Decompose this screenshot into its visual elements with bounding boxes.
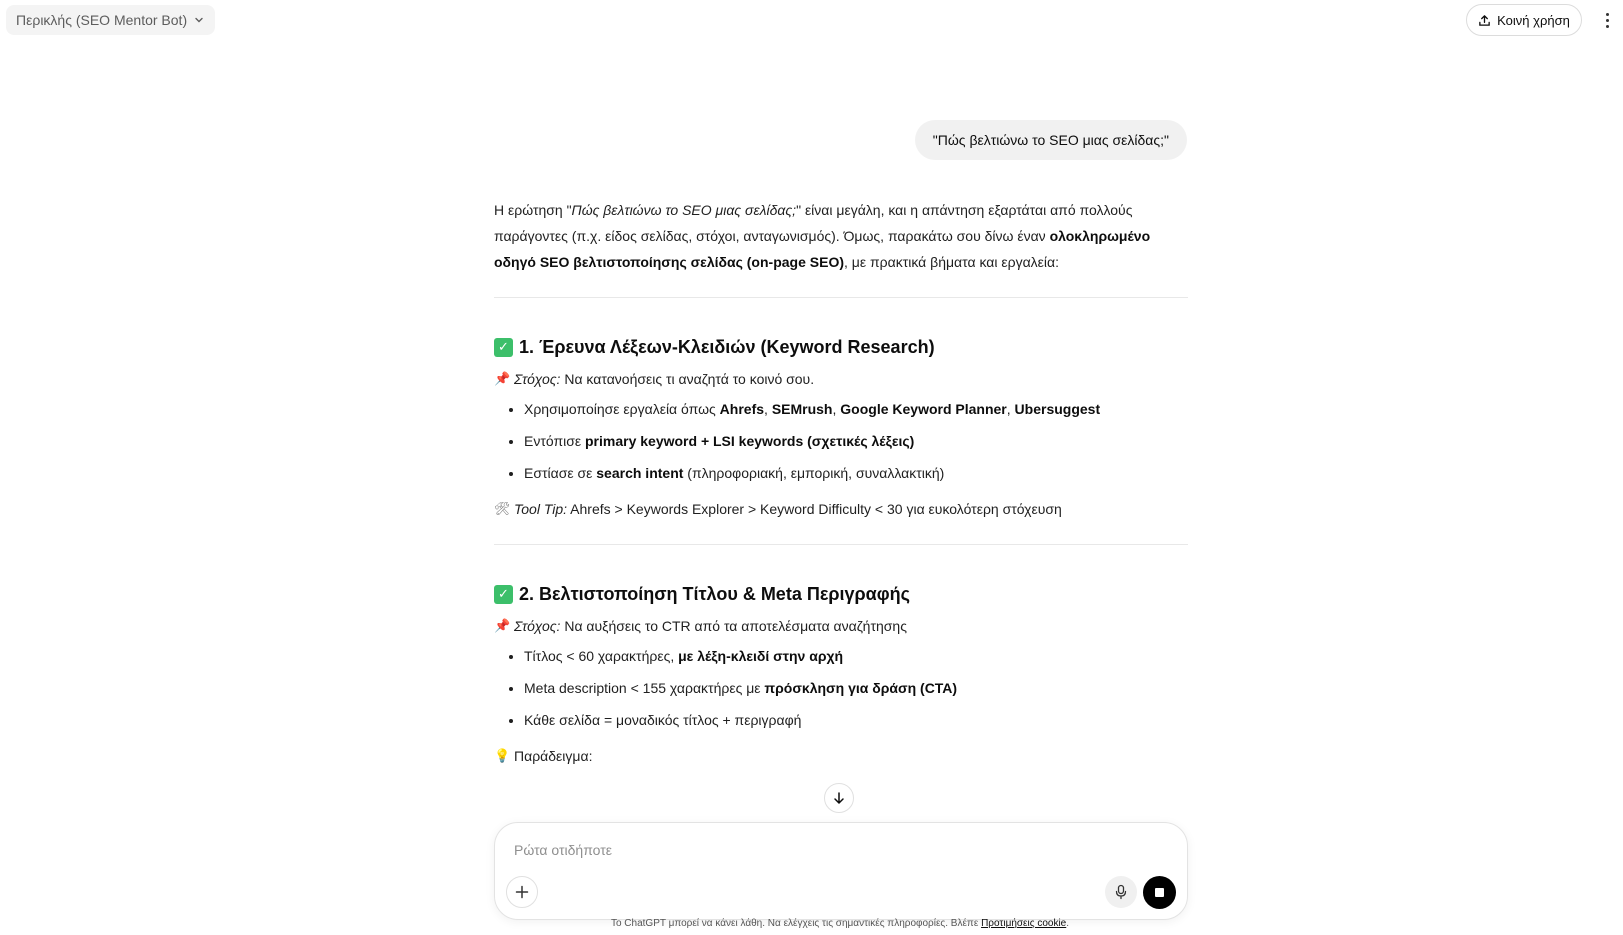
- tool-name: Google Keyword Planner: [840, 401, 1007, 417]
- list-item-text: (πληροφοριακή, εμπορική, συναλλακτική): [683, 465, 945, 481]
- model-selector-button[interactable]: [6, 5, 215, 35]
- list-item: [524, 428, 1188, 454]
- intro-text-2: " είναι μεγάλη, και η απάντηση εξαρτάται από πολλούς παράγοντες (π.χ. είδος σελίδας, στόχοι, ανταγωνισμός). Όμως, παρακάτω σου δίνω έναν: [494, 202, 1133, 244]
- chat-composer: [494, 822, 1188, 920]
- share-upload-icon: [1478, 14, 1491, 27]
- microphone-icon: [1114, 884, 1128, 900]
- assistant-response: [494, 197, 1188, 769]
- add-attachment-button[interactable]: [506, 876, 538, 908]
- section-1-goal: [494, 366, 1188, 392]
- intro-bold: ολοκληρωμένο οδηγό SEO βελτιστοποίησης σελίδας (on-page SEO): [494, 228, 1151, 270]
- separator: ,: [1006, 401, 1015, 417]
- list-item-text: Εστίασε σε: [524, 465, 597, 481]
- light-bulb-icon: 💡: [494, 748, 511, 763]
- stop-icon: [1155, 888, 1164, 897]
- pushpin-icon: 📌: [494, 618, 511, 633]
- tip-label: Tool Tip:: [514, 501, 568, 517]
- goal-label: Στόχος:: [514, 371, 561, 387]
- example-label-line: [494, 743, 1188, 769]
- disclaimer-text: Το ChatGPT μπορεί να κάνει λάθη. Να ελέγχεις τις σημαντικές πληροφορίες. Βλέπε: [610, 918, 982, 929]
- list-item-text: Χρησιμοποίησε εργαλεία όπως: [524, 401, 720, 417]
- divider: [494, 544, 1188, 545]
- section-title-meta: [494, 581, 1188, 769]
- list-item-text: Εντόπισε: [524, 433, 585, 449]
- hammer-wrench-icon: 🛠: [494, 501, 511, 516]
- plus-icon: [515, 885, 529, 899]
- tool-tip: [494, 496, 1188, 522]
- section-1-title: 1. Έρευνα Λέξεων-Κλειδιών (Keyword Research): [519, 337, 935, 357]
- user-message-bubble: [915, 120, 1187, 160]
- list-item-bold: search intent: [596, 465, 684, 481]
- scroll-to-bottom-button[interactable]: [824, 783, 854, 813]
- section-keyword-research: [494, 334, 1188, 522]
- section-1-heading: [494, 334, 1188, 360]
- goal-text: Να κατανοήσεις τι αναζητά το κοινό σου.: [560, 371, 815, 387]
- tool-name: SEMrush: [771, 401, 833, 417]
- prompt-input[interactable]: [512, 835, 1156, 865]
- intro-paragraph: [494, 197, 1188, 275]
- divider: [494, 297, 1188, 298]
- top-bar: [0, 0, 1623, 40]
- list-item-bold: πρόσκληση για δράση (CTA): [764, 680, 958, 696]
- check-mark-button-icon: ✓: [494, 585, 513, 604]
- example-label: Παράδειγμα:: [514, 748, 593, 764]
- goal-label: Στόχος:: [514, 618, 561, 634]
- separator: ,: [764, 401, 772, 417]
- list-item: [524, 643, 1188, 669]
- tip-text: Ahrefs > Keywords Explorer > Keyword Difficulty < 30 για ευκολότερη στόχευση: [567, 501, 1062, 517]
- list-item: [524, 675, 1188, 701]
- share-label: Κοινή χρήση: [1497, 12, 1570, 28]
- list-item-bold: primary keyword + LSI keywords (σχετικές λέξεις): [585, 433, 915, 449]
- share-button[interactable]: [1466, 4, 1582, 36]
- list-item: [524, 460, 1188, 486]
- voice-input-button[interactable]: [1105, 876, 1137, 908]
- cookie-preferences-link[interactable]: Προτιμήσεις cookie: [981, 918, 1067, 929]
- tool-name: Ahrefs: [719, 401, 765, 417]
- list-item: [524, 707, 1188, 733]
- user-message-text: "Πώς βελτιώνω το SEO μιας σελίδας;": [932, 132, 1169, 148]
- intro-text-3: , με πρακτικά βήματα και εργαλεία:: [844, 254, 1060, 270]
- list-item-text: Meta description < 155 χαρακτήρες με: [524, 680, 765, 696]
- chevron-down-icon: [193, 14, 205, 26]
- check-mark-button-icon: ✓: [494, 338, 513, 357]
- separator: ,: [832, 401, 841, 417]
- list-item-bold: με λέξη-κλειδί στην αρχή: [678, 648, 844, 664]
- list-item: [524, 396, 1188, 422]
- disclaimer-end: .: [1066, 918, 1070, 929]
- footer-disclaimer: [0, 918, 1623, 929]
- stop-generating-button[interactable]: [1143, 876, 1176, 909]
- arrow-down-icon: [832, 791, 846, 805]
- more-options-icon[interactable]: [1600, 9, 1614, 31]
- intro-question-italic: Πώς βελτιώνω το SEO μιας σελίδας;: [571, 202, 797, 218]
- section-2-list: [494, 643, 1188, 733]
- section-2-title: 2. Βελτιστοποίηση Τίτλου & Meta Περιγραφής: [519, 584, 910, 604]
- pushpin-icon: 📌: [494, 371, 511, 386]
- section-2-goal: [494, 613, 1188, 639]
- goal-text: Να αυξήσεις το CTR από τα αποτελέσματα αναζήτησης: [560, 618, 907, 634]
- section-2-heading: [494, 581, 1188, 607]
- tool-name: Ubersuggest: [1014, 401, 1101, 417]
- section-1-list: [494, 396, 1188, 486]
- list-item-text: Τίτλος < 60 χαρακτήρες,: [524, 648, 679, 664]
- list-item-text: Κάθε σελίδα = μοναδικός τίτλος + περιγραφή: [524, 712, 802, 728]
- intro-text-1: Η ερώτηση ": [494, 202, 572, 218]
- model-label: Περικλής (SEO Mentor Bot): [16, 12, 188, 28]
